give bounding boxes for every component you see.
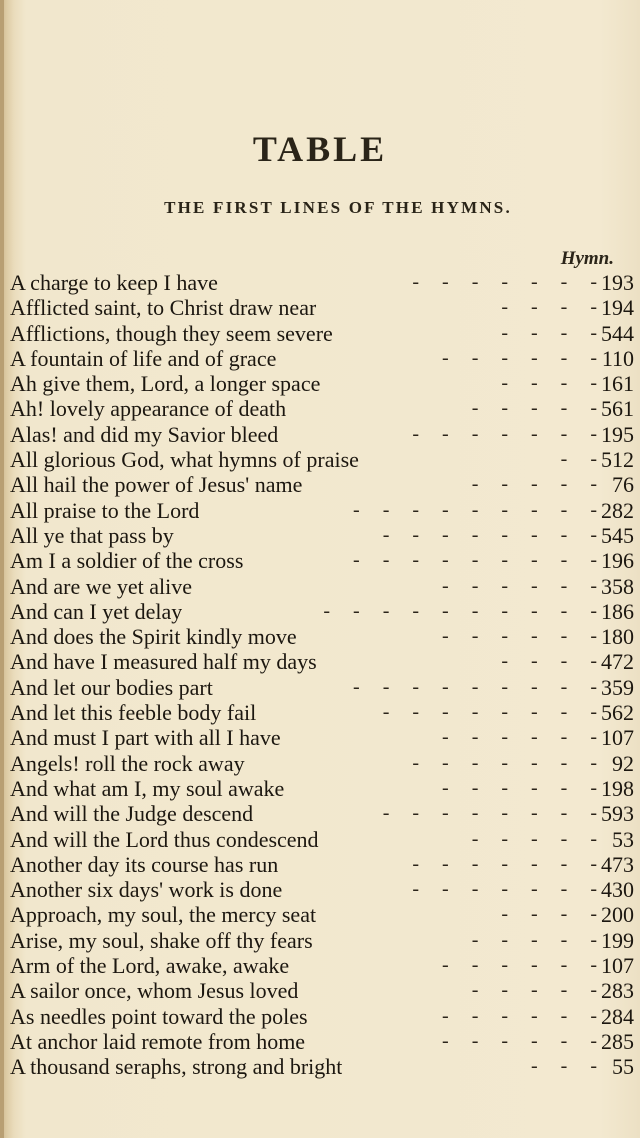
hymn-number: 110 xyxy=(601,345,634,371)
index-entry xyxy=(0,346,640,371)
dot-leader: - - - - - - xyxy=(442,726,606,749)
index-entry xyxy=(0,599,640,624)
dot-leader: - - - - - - - - - xyxy=(353,549,606,572)
index-entry xyxy=(0,270,640,295)
hymn-number: 282 xyxy=(601,497,634,523)
dot-leader: - - - - - xyxy=(471,979,606,1002)
dot-leader: - - - - xyxy=(501,296,606,319)
hymn-first-line: As needles point toward the poles xyxy=(10,1003,308,1029)
hymn-first-line: Arm of the Lord, awake, awake xyxy=(10,953,290,979)
index-entry xyxy=(0,751,640,776)
hymn-first-line: All hail the power of Jesus' name xyxy=(10,472,303,498)
dot-leader: - - - - - - xyxy=(442,1004,606,1027)
dot-leader: - - - - - - - - xyxy=(382,523,606,546)
dot-leader: - - - - - - - - - - xyxy=(323,599,606,622)
hymn-number: 55 xyxy=(612,1054,634,1080)
dot-leader: - - - - - - xyxy=(442,625,606,648)
index-entry xyxy=(0,396,640,421)
index-entry xyxy=(0,498,640,523)
dot-leader: - - - - - xyxy=(471,827,606,850)
first-lines-index xyxy=(0,270,640,1080)
index-entry xyxy=(0,371,640,396)
index-entry xyxy=(0,827,640,852)
hymn-first-line: Am I a soldier of the cross xyxy=(10,548,244,574)
index-entry xyxy=(0,548,640,573)
hymn-first-line: All ye that pass by xyxy=(10,522,174,548)
hymn-first-line: And let this feeble body fail xyxy=(10,700,257,726)
hymn-number: 194 xyxy=(601,295,634,321)
hymn-first-line: And are we yet alive xyxy=(10,573,193,599)
index-entry xyxy=(0,978,640,1003)
hymn-number: 359 xyxy=(601,674,634,700)
hymn-number: 593 xyxy=(601,801,634,827)
hymn-number: 512 xyxy=(601,447,634,473)
hymn-number: 196 xyxy=(601,548,634,574)
hymn-number: 76 xyxy=(612,472,634,498)
hymn-first-line: A fountain of life and of grace xyxy=(10,345,277,371)
hymn-first-line: And let our bodies part xyxy=(10,674,213,700)
hymn-number: 199 xyxy=(601,927,634,953)
hymn-first-line: A thousand seraphs, strong and bright xyxy=(10,1054,343,1080)
dot-leader: - - - - - - - - xyxy=(382,802,606,825)
hymn-first-line: Approach, my soul, the mercy seat xyxy=(10,902,317,928)
dot-leader: - - - - - xyxy=(471,928,606,951)
hymn-first-line: Ah give them, Lord, a longer space xyxy=(10,371,321,397)
index-entry xyxy=(0,928,640,953)
hymn-first-line: And what am I, my soul awake xyxy=(10,775,285,801)
dot-leader: - - xyxy=(560,448,606,471)
index-entry xyxy=(0,649,640,674)
hymn-number: 544 xyxy=(601,320,634,346)
hymn-number: 430 xyxy=(601,877,634,903)
hymn-first-line: And can I yet delay xyxy=(10,598,183,624)
index-entry xyxy=(0,295,640,320)
dot-leader: - - - - - - - xyxy=(412,271,606,293)
hymn-first-line: And does the Spirit kindly move xyxy=(10,624,297,650)
hymn-number: 193 xyxy=(601,270,634,295)
hymn-number: 107 xyxy=(601,725,634,751)
dot-leader: - - - - xyxy=(501,650,606,673)
hymn-number: 180 xyxy=(601,624,634,650)
dot-leader: - - - - - - - - - xyxy=(353,498,606,521)
dot-leader: - - - - - xyxy=(471,397,606,420)
hymn-number: 161 xyxy=(601,371,634,397)
index-entry xyxy=(0,902,640,927)
index-entry xyxy=(0,877,640,902)
hymn-first-line: Another six days' work is done xyxy=(10,877,283,903)
index-entry xyxy=(0,675,640,700)
hymn-number: 186 xyxy=(601,598,634,624)
page-title: TABLE xyxy=(252,129,388,169)
hymn-first-line: At anchor laid remote from home xyxy=(10,1028,306,1054)
hymn-first-line: Alas! and did my Savior bleed xyxy=(10,421,279,447)
index-entry xyxy=(0,447,640,472)
dot-leader: - - - - - - - - xyxy=(382,701,606,724)
hymn-first-line: And must I part with all I have xyxy=(10,725,281,751)
hymn-number: 195 xyxy=(601,421,634,447)
dot-leader: - - - - - - - xyxy=(412,878,606,901)
dot-leader: - - - - xyxy=(501,321,606,344)
hymn-first-line: Ah! lovely appearance of death xyxy=(10,396,287,422)
dot-leader: - - - - xyxy=(501,372,606,395)
dot-leader: - - - - - - xyxy=(442,1029,606,1052)
hymn-number: 561 xyxy=(601,396,634,422)
dot-leader: - - - - - - - xyxy=(412,422,606,445)
dot-leader: - - - - - xyxy=(471,473,606,496)
dot-leader: - - - - - - - xyxy=(412,852,606,875)
index-entry xyxy=(0,725,640,750)
index-entry xyxy=(0,801,640,826)
hymn-number: 200 xyxy=(601,902,634,928)
hymn-number: 53 xyxy=(612,826,634,852)
dot-leader: - - - - xyxy=(501,903,606,926)
index-entry xyxy=(0,700,640,725)
hymn-first-line: And have I measured half my days xyxy=(10,649,317,675)
hymn-number: 358 xyxy=(601,573,634,599)
index-entry xyxy=(0,523,640,548)
index-entry xyxy=(0,624,640,649)
hymn-first-line: Another day its course has run xyxy=(10,851,279,877)
index-entry xyxy=(0,422,640,447)
hymn-number: 92 xyxy=(612,750,634,776)
hymn-number: 473 xyxy=(601,851,634,877)
index-entry xyxy=(0,953,640,978)
page-subtitle: THE FIRST LINES OF THE HYMNS. xyxy=(164,198,512,217)
dot-leader: - - - - - - xyxy=(442,954,606,977)
index-entry xyxy=(0,321,640,346)
hymn-first-line: A sailor once, whom Jesus loved xyxy=(10,978,299,1004)
hymn-first-line: Afflictions, though they seem severe xyxy=(10,320,333,346)
hymn-first-line: A charge to keep I have xyxy=(10,270,218,295)
hymn-first-line: And will the Lord thus condescend xyxy=(10,826,319,852)
hymn-number: 283 xyxy=(601,978,634,1004)
index-entry xyxy=(0,1029,640,1054)
hymn-number: 545 xyxy=(601,522,634,548)
dot-leader: - - - - - - - - - xyxy=(353,675,606,698)
hymn-column-header: Hymn. xyxy=(560,248,614,269)
hymn-number: 198 xyxy=(601,775,634,801)
hymn-number: 284 xyxy=(601,1003,634,1029)
hymn-first-line: Arise, my soul, shake off thy fears xyxy=(10,927,313,953)
dot-leader: - - - - - - xyxy=(442,346,606,369)
index-entry xyxy=(0,472,640,497)
hymn-number: 562 xyxy=(601,700,634,726)
hymn-number: 107 xyxy=(601,953,634,979)
hymn-first-line: All glorious God, what hymns of praise xyxy=(10,447,359,473)
hymn-first-line: Angels! roll the rock away xyxy=(10,750,245,776)
hymn-number: 472 xyxy=(601,649,634,675)
index-entry xyxy=(0,776,640,801)
dot-leader: - - - xyxy=(531,1055,606,1078)
index-entry xyxy=(0,852,640,877)
hymn-number: 285 xyxy=(601,1028,634,1054)
hymn-first-line: And will the Judge descend xyxy=(10,801,254,827)
dot-leader: - - - - - - xyxy=(442,776,606,799)
index-entry xyxy=(0,1004,640,1029)
hymn-first-line: All praise to the Lord xyxy=(10,497,200,523)
dot-leader: - - - - - - xyxy=(442,574,606,597)
index-entry xyxy=(0,574,640,599)
hymn-first-line: Afflicted saint, to Christ draw near xyxy=(10,295,317,321)
index-entry xyxy=(0,1054,640,1079)
dot-leader: - - - - - - - xyxy=(412,751,606,774)
